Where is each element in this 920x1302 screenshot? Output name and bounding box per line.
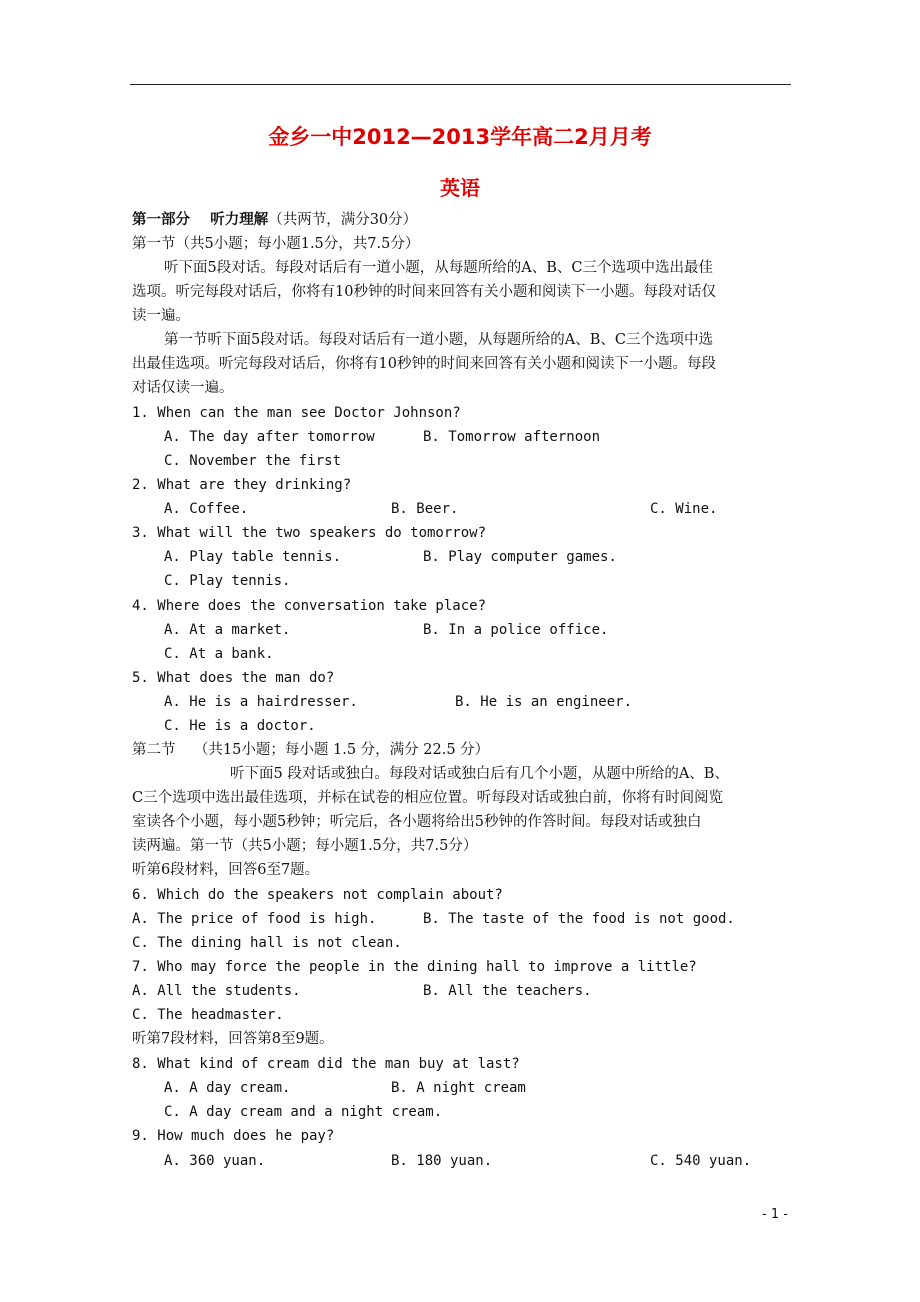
instruction-line: 出最佳选项。听完每段对话后，你将有10秒钟的时间来回答有关小题和阅读下一小题。每段 [132, 356, 716, 372]
page-number: - 1 - [762, 1207, 788, 1222]
option-6b: B. The taste of the food is not good. [423, 911, 735, 927]
option-1a: A. The day after tomorrow [164, 429, 375, 445]
option-7a: A. All the students. [132, 983, 301, 999]
option-2a: A. Coffee. [164, 501, 249, 517]
instruction-line: 选项。听完每段对话后，你将有10秒钟的时间来回答有关小题和阅读下一小题。每段对话仅 [132, 284, 716, 300]
question-4: 4. Where does the conversation take place? [132, 598, 487, 614]
option-2b: B. Beer. [391, 501, 459, 517]
material-7-label: 听第7段材料，回答第8至9题。 [132, 1031, 334, 1047]
option-4c: C. At a bank. [164, 646, 274, 662]
option-8c: C. A day cream and a night cream. [164, 1104, 443, 1120]
section1-heading: 第一节（共5小题；每小题1.5分，共7.5分） [132, 236, 420, 252]
option-4a: A. At a market. [164, 622, 291, 638]
section2-heading: 第二节 （共15小题；每小题 1.5 分，满分 22.5 分） [132, 742, 490, 758]
question-9: 9. How much does he pay? [132, 1128, 335, 1144]
header-rule [130, 84, 791, 85]
option-5c: C. He is a doctor. [164, 718, 316, 734]
question-1: 1. When can the man see Doctor Johnson? [132, 405, 461, 421]
option-6a: A. The price of food is high. [132, 911, 377, 927]
instruction-line: 第一节听下面5段对话。每段对话后有一道小题，从每题所给的A、B、C三个选项中选 [164, 332, 713, 348]
option-7c: C. The headmaster. [132, 1007, 284, 1023]
option-4b: B. In a police office. [423, 622, 609, 638]
question-2: 2. What are they drinking? [132, 477, 352, 493]
option-7b: B. All the teachers. [423, 983, 592, 999]
instruction-line: 听下面5 段对话或独白。每段对话或独白后有几个小题，从题中所给的A、B、 [230, 766, 729, 782]
option-5a: A. He is a hairdresser. [164, 694, 358, 710]
option-3a: A. Play table tennis. [164, 549, 342, 565]
question-3: 3. What will the two speakers do tomorrow? [132, 525, 487, 541]
part1-heading-bold: 第一部分 听力理解 [132, 212, 269, 228]
instruction-line: 室读各个小题，每小题5秒钟；听完后，各小题将给出5秒钟的作答时间。每段对话或独白 [132, 814, 702, 830]
option-9c: C. 540 yuan. [650, 1153, 752, 1169]
part1-heading-rest: （共两节，满分30分） [268, 212, 418, 228]
material-6-label: 听第6段材料，回答6至7题。 [132, 862, 320, 878]
option-9a: A. 360 yuan. [164, 1153, 266, 1169]
subject-title: 英语 [440, 176, 480, 200]
instruction-line: 读一遍。 [132, 308, 190, 324]
question-8: 8. What kind of cream did the man buy at last? [132, 1056, 520, 1072]
option-2c: C. Wine. [650, 501, 718, 517]
part1-heading [132, 210, 417, 230]
option-1b: B. Tomorrow afternoon [423, 429, 601, 445]
option-6c: C. The dining hall is not clean. [132, 935, 402, 951]
instruction-line: 听下面5段对话。每段对话后有一道小题，从每题所给的A、B、C三个选项中选出最佳 [164, 260, 713, 276]
option-3b: B. Play computer games. [423, 549, 617, 565]
question-5: 5. What does the man do? [132, 670, 335, 686]
option-8a: A. A day cream. [164, 1080, 291, 1096]
option-8b: B. A night cream [391, 1080, 526, 1096]
instruction-line: 对话仅读一遍。 [132, 380, 234, 396]
option-3c: C. Play tennis. [164, 573, 291, 589]
option-5b: B. He is an engineer. [455, 694, 633, 710]
option-9b: B. 180 yuan. [391, 1153, 493, 1169]
exam-title: 金乡一中2012—2013学年高二2月月考 [268, 125, 652, 149]
option-1c: C. November the first [164, 453, 342, 469]
question-6: 6. Which do the speakers not complain about? [132, 887, 503, 903]
instruction-line: C三个选项中选出最佳选项，并标在试卷的相应位置。听每段对话或独白前，你将有时间阅览 [132, 790, 724, 806]
question-7: 7. Who may force the people in the dining hall to improve a little? [132, 959, 697, 975]
instruction-line: 读两遍。第一节（共5小题；每小题1.5分，共7.5分） [132, 838, 478, 854]
